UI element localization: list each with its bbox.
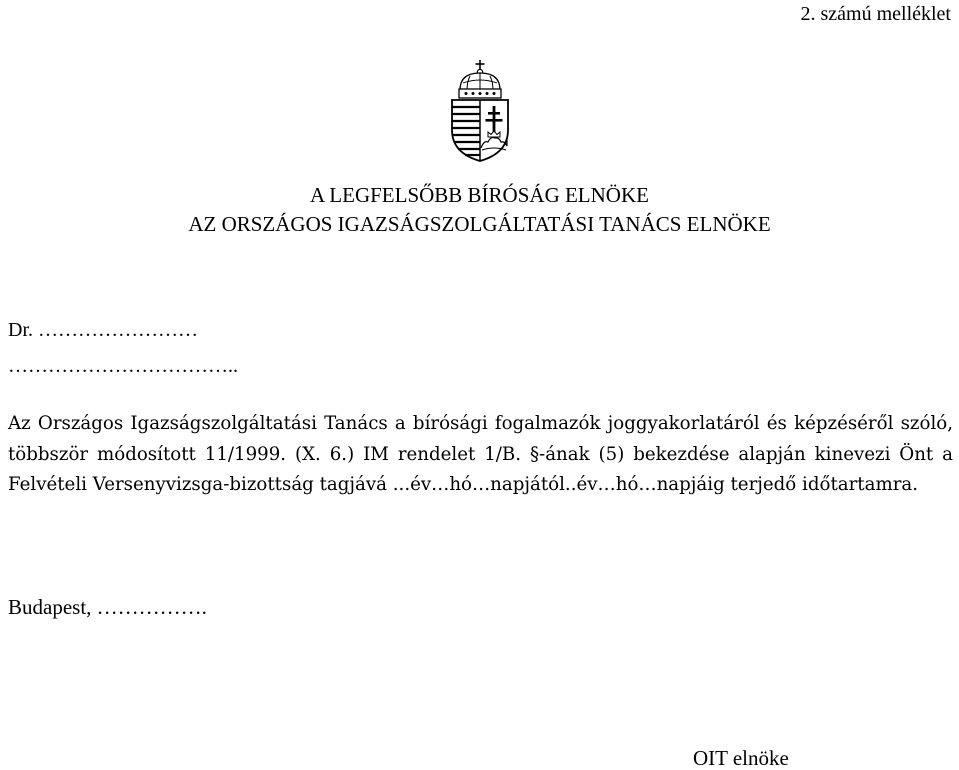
heading-judicial-council-president: AZ ORSZÁGOS IGAZSÁGSZOLGÁLTATÁSI TANÁCS ELNÖKE bbox=[188, 212, 771, 236]
signature-title: OIT elnöke bbox=[693, 746, 789, 770]
annex-label: 2. számú melléklet bbox=[800, 3, 951, 25]
addressee-second-line: …………………………….. bbox=[8, 355, 238, 377]
hungarian-coat-of-arms-icon bbox=[448, 60, 512, 162]
place-and-date: Budapest, ……………. bbox=[8, 595, 207, 619]
addressee-name-line: Dr. …………………… bbox=[8, 319, 198, 341]
heading-supreme-court-president: A LEGFELSŐBB BÍRÓSÁG ELNÖKE bbox=[310, 183, 649, 207]
appointment-paragraph: Az Országos Igazságszolgáltatási Tanács a bírósági fogalmazók joggyakorlatáról és képzéséről szóló, többször módosított 11/1999. (X. 6.) IM rendelet 1/B. §-ának (5) bekezdése alapján kinevezi Önt a Felvételi Versenyvizsga-bizottság tagjává ...év…hó…napjától..év…hó…napjáig terjedő időtartamra. bbox=[8, 413, 953, 495]
